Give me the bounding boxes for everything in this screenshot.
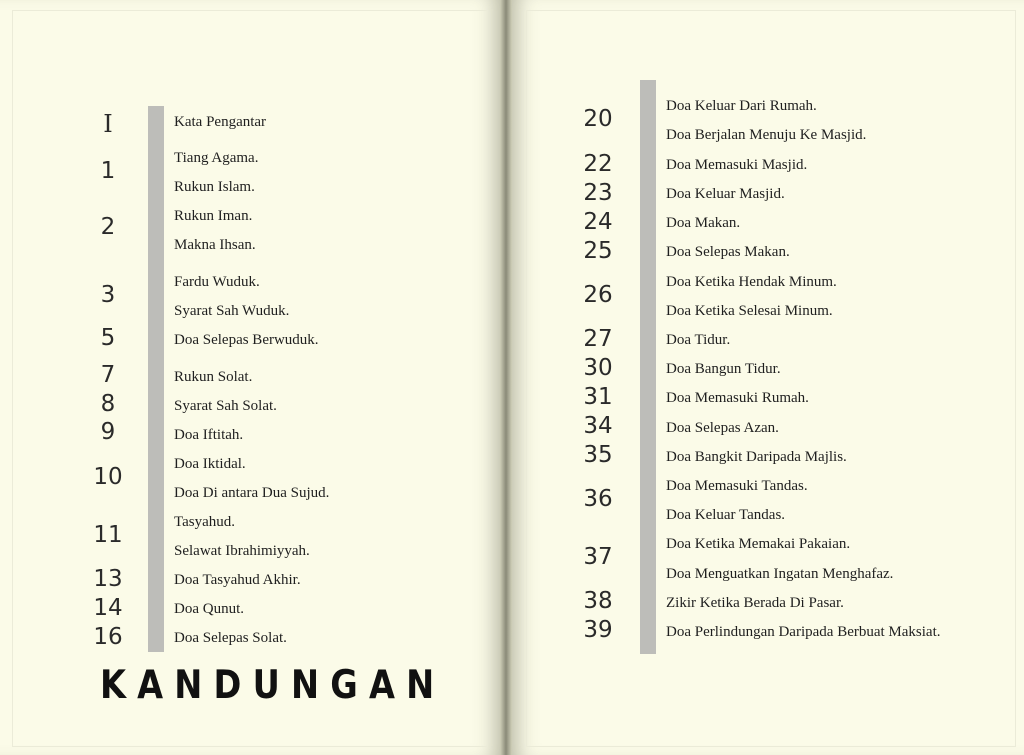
page-number: 10 xyxy=(93,464,123,490)
toc-entry: Doa Memasuki Tandas. xyxy=(666,478,808,494)
toc-entry: Rukun Islam. xyxy=(174,179,255,195)
page-number: 36 xyxy=(583,486,613,512)
toc-entry: Doa Tidur. xyxy=(666,332,731,348)
toc-entry: Tasyahud. xyxy=(174,514,236,530)
toc-entry: Doa Ketika Hendak Minum. xyxy=(666,274,837,290)
page-number: 26 xyxy=(583,282,613,308)
page-number: 37 xyxy=(583,544,613,570)
page-number: 16 xyxy=(93,624,123,650)
toc-entry: Rukun Solat. xyxy=(174,369,253,385)
toc-entry: Doa Memasuki Masjid. xyxy=(666,157,808,173)
toc-entry: Doa Tasyahud Akhir. xyxy=(174,572,301,588)
left-page xyxy=(0,0,500,755)
page-title: KANDUNGAN xyxy=(100,663,446,708)
toc-entry: Doa Ketika Memakai Pakaian. xyxy=(666,536,851,552)
toc-entry: Rukun Iman. xyxy=(174,208,253,224)
page-number: 14 xyxy=(93,595,123,621)
page-number: 30 xyxy=(583,355,613,381)
toc-entry: Doa Ketika Selesai Minum. xyxy=(666,303,833,319)
toc-entry: Doa Memasuki Rumah. xyxy=(666,390,809,406)
page-number: I xyxy=(103,110,113,138)
toc-entry: Doa Makan. xyxy=(666,215,741,231)
left-divider-bar xyxy=(148,106,164,652)
toc-entry: Kata Pengantar xyxy=(174,114,267,130)
toc-entry: Doa Selepas Berwuduk. xyxy=(174,332,319,348)
toc-entry: Doa Keluar Dari Rumah. xyxy=(666,98,817,114)
right-divider-bar xyxy=(640,80,656,654)
page-number: 38 xyxy=(583,588,613,614)
toc-entry: Doa Perlindungan Daripada Berbuat Maksiat. xyxy=(666,624,941,640)
toc-entry: Selawat Ibrahimiyyah. xyxy=(174,543,310,559)
toc-entry: Doa Keluar Tandas. xyxy=(666,507,786,523)
toc-entry: Tiang Agama. xyxy=(174,150,259,166)
page-number: 13 xyxy=(93,566,123,592)
toc-entry: Doa Bangkit Daripada Majlis. xyxy=(666,449,847,465)
page-number: 25 xyxy=(583,238,613,264)
page-number: 22 xyxy=(583,151,613,177)
toc-entry: Doa Selepas Azan. xyxy=(666,420,779,436)
toc-entry: Doa Di antara Dua Sujud. xyxy=(174,485,330,501)
page-number: 1 xyxy=(100,158,116,184)
toc-entry: Doa Bangun Tidur. xyxy=(666,361,781,377)
toc-entry: Syarat Sah Solat. xyxy=(174,398,277,414)
page-number: 35 xyxy=(583,442,613,468)
toc-entry: Doa Iftitah. xyxy=(174,427,244,443)
page-number: 2 xyxy=(100,214,116,240)
page-number: 39 xyxy=(583,617,613,643)
toc-entry: Makna Ihsan. xyxy=(174,237,256,253)
page-number: 20 xyxy=(583,106,613,132)
toc-entry: Syarat Sah Wuduk. xyxy=(174,303,290,319)
page-number: 8 xyxy=(100,391,116,417)
page-number: 27 xyxy=(583,326,613,352)
page-number: 11 xyxy=(93,522,123,548)
book-gutter xyxy=(500,0,512,755)
page-number: 9 xyxy=(100,419,116,445)
page-number: 34 xyxy=(583,413,613,439)
toc-entry: Doa Qunut. xyxy=(174,601,244,617)
toc-entry: Doa Selepas Solat. xyxy=(174,630,287,646)
toc-entry: Doa Menguatkan Ingatan Menghafaz. xyxy=(666,566,894,582)
page-number: 3 xyxy=(100,282,116,308)
page-number: 31 xyxy=(583,384,613,410)
toc-entry: Doa Selepas Makan. xyxy=(666,244,790,260)
toc-entry: Doa Berjalan Menuju Ke Masjid. xyxy=(666,127,867,143)
page-number: 23 xyxy=(583,180,613,206)
page-number: 5 xyxy=(100,325,116,351)
page-number: 7 xyxy=(100,362,116,388)
page-number: 24 xyxy=(583,209,613,235)
toc-entry: Doa Keluar Masjid. xyxy=(666,186,785,202)
toc-entry: Zikir Ketika Berada Di Pasar. xyxy=(666,595,844,611)
toc-entry: Doa Iktidal. xyxy=(174,456,246,472)
toc-entry: Fardu Wuduk. xyxy=(174,274,260,290)
